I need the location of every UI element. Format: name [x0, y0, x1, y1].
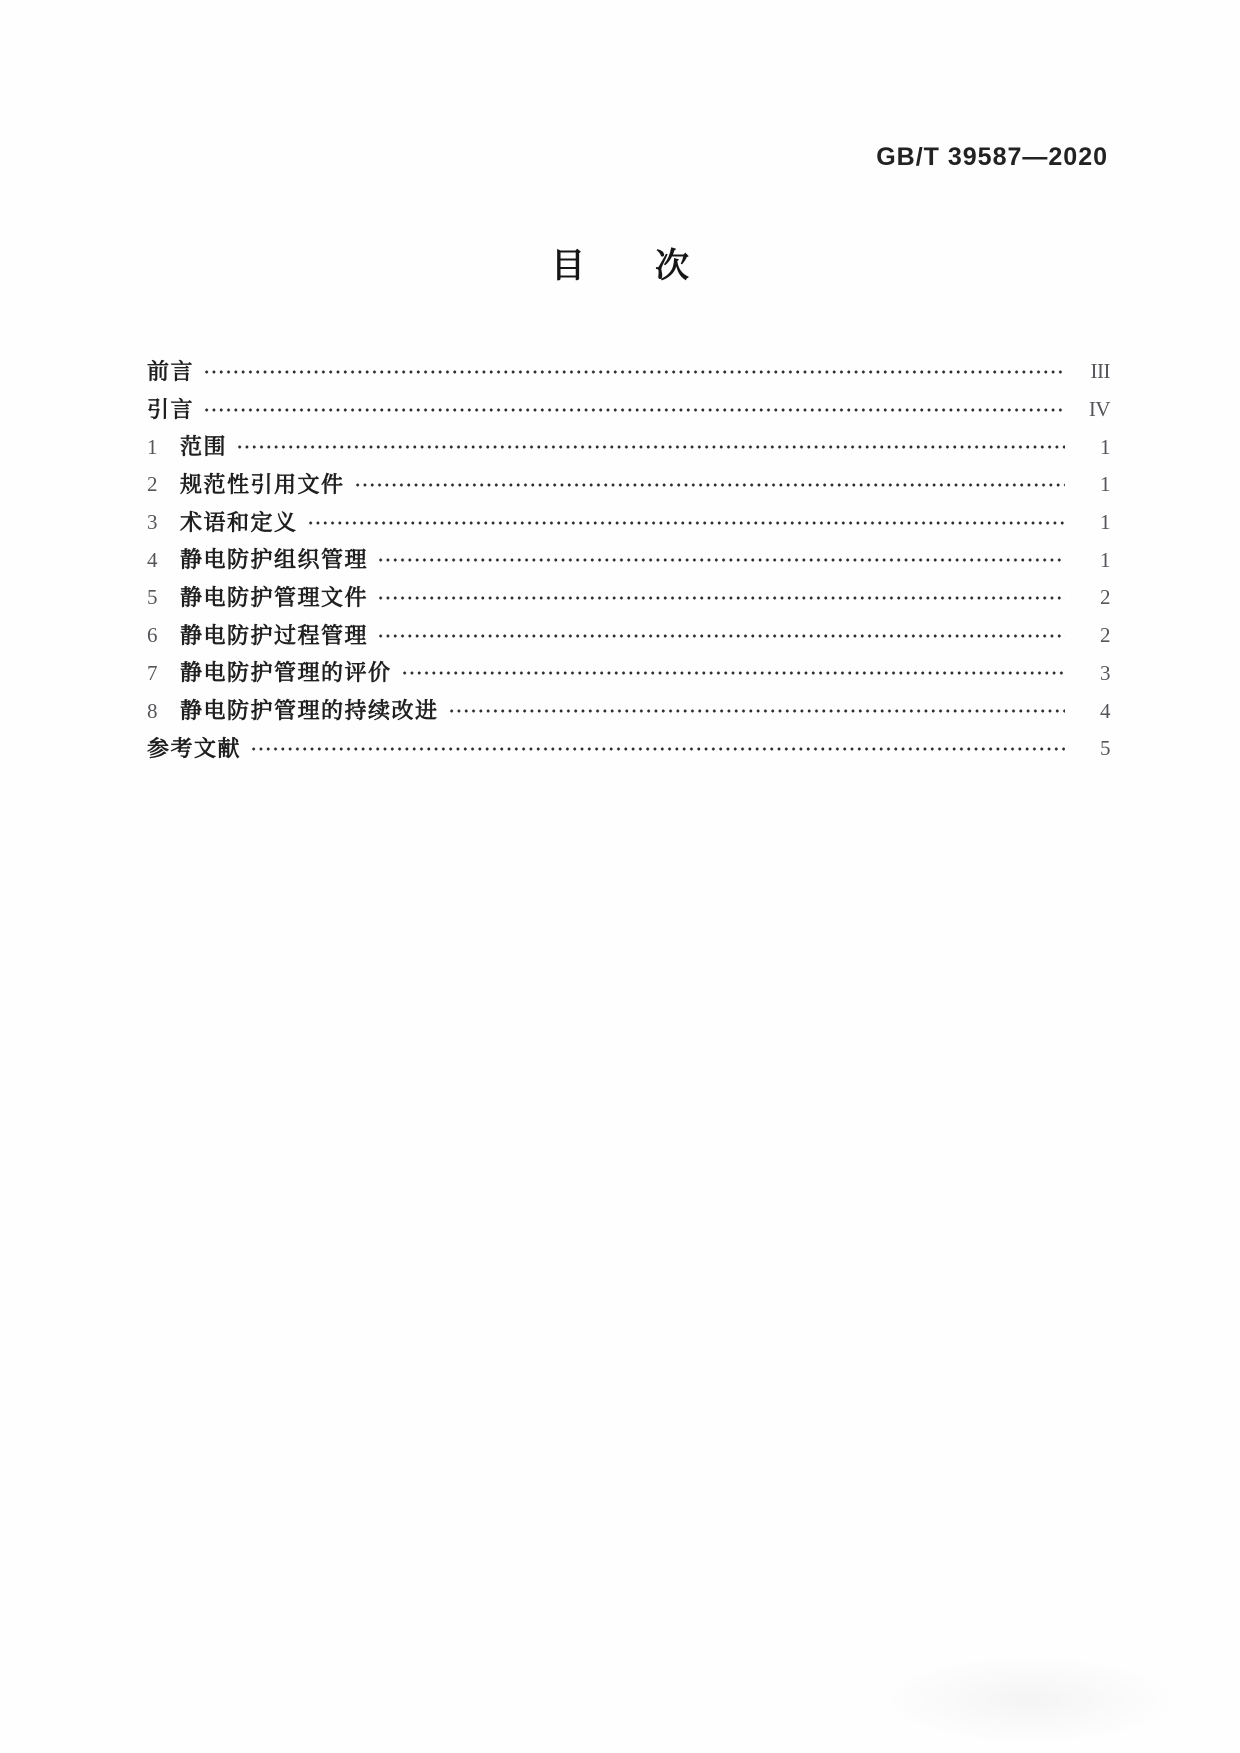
toc-entry-number: 5 [147, 585, 158, 610]
dot-leader [203, 361, 1065, 383]
toc-entry-page: 2 [1100, 623, 1110, 648]
toc-entry-number: 2 [147, 472, 158, 497]
toc-entry-label: 静电防护过程管理 [180, 622, 369, 648]
toc-entry-page: III [1090, 359, 1110, 384]
dot-leader [250, 738, 1065, 760]
toc-entry [147, 692, 1110, 730]
toc-entry [147, 617, 1110, 655]
toc-entry-label: 术语和定义 [180, 509, 298, 535]
toc-entry-page: 3 [1100, 660, 1110, 685]
toc-entry [147, 504, 1110, 542]
dot-leader [448, 700, 1065, 722]
watermark-smudge [880, 1655, 1180, 1745]
page-title [0, 250, 1240, 284]
toc-entry-label: 规范性引用文件 [180, 471, 345, 497]
toc-entry-number: 7 [147, 660, 158, 685]
toc-entry-label: 静电防护管理的持续改进 [180, 698, 439, 724]
toc-entry-page: 1 [1100, 510, 1110, 535]
toc-entry-page: 1 [1100, 547, 1110, 572]
dot-leader [236, 436, 1065, 458]
toc-entry-page: 1 [1100, 472, 1110, 497]
dot-leader [203, 399, 1065, 421]
standard-code: GB/T 39587—2020 [876, 143, 1108, 171]
toc-entry-label: 前言 [147, 358, 195, 384]
toc-entry [147, 353, 1110, 391]
toc-list [147, 353, 1110, 768]
toc-entry-label: 静电防护管理文件 [180, 584, 369, 610]
toc-entry-number: 3 [147, 510, 158, 535]
page-title-char-2: 次 [655, 248, 689, 285]
toc-entry-page: IV [1088, 397, 1110, 422]
toc-entry-page: 1 [1100, 434, 1110, 459]
toc-entry [147, 541, 1110, 579]
toc-entry-label: 范围 [180, 434, 228, 460]
page-title-char-1: 目 [551, 248, 585, 285]
toc-entry-page: 2 [1100, 585, 1110, 610]
toc-entry-page: 5 [1100, 736, 1110, 761]
toc-entry-number: 4 [147, 547, 158, 572]
dot-leader [377, 625, 1065, 647]
toc-entry-number: 8 [147, 698, 158, 723]
dot-leader [354, 474, 1065, 496]
toc-entry [147, 730, 1110, 768]
toc-entry-number: 6 [147, 623, 158, 648]
toc-entry-label: 参考文献 [147, 735, 242, 761]
toc-entry [147, 579, 1110, 617]
toc-entry [147, 466, 1110, 504]
dot-leader [307, 512, 1065, 534]
dot-leader [377, 549, 1065, 571]
toc-entry-label: 静电防护管理的评价 [180, 660, 392, 686]
toc-entry [147, 391, 1110, 429]
toc-entry-page: 4 [1100, 698, 1110, 723]
toc-entry-number: 1 [147, 434, 158, 459]
dot-leader [401, 662, 1065, 684]
dot-leader [377, 587, 1065, 609]
toc-entry [147, 428, 1110, 466]
toc-entry-label: 引言 [147, 396, 195, 422]
toc-entry-label: 静电防护组织管理 [180, 547, 369, 573]
toc-entry [147, 655, 1110, 693]
